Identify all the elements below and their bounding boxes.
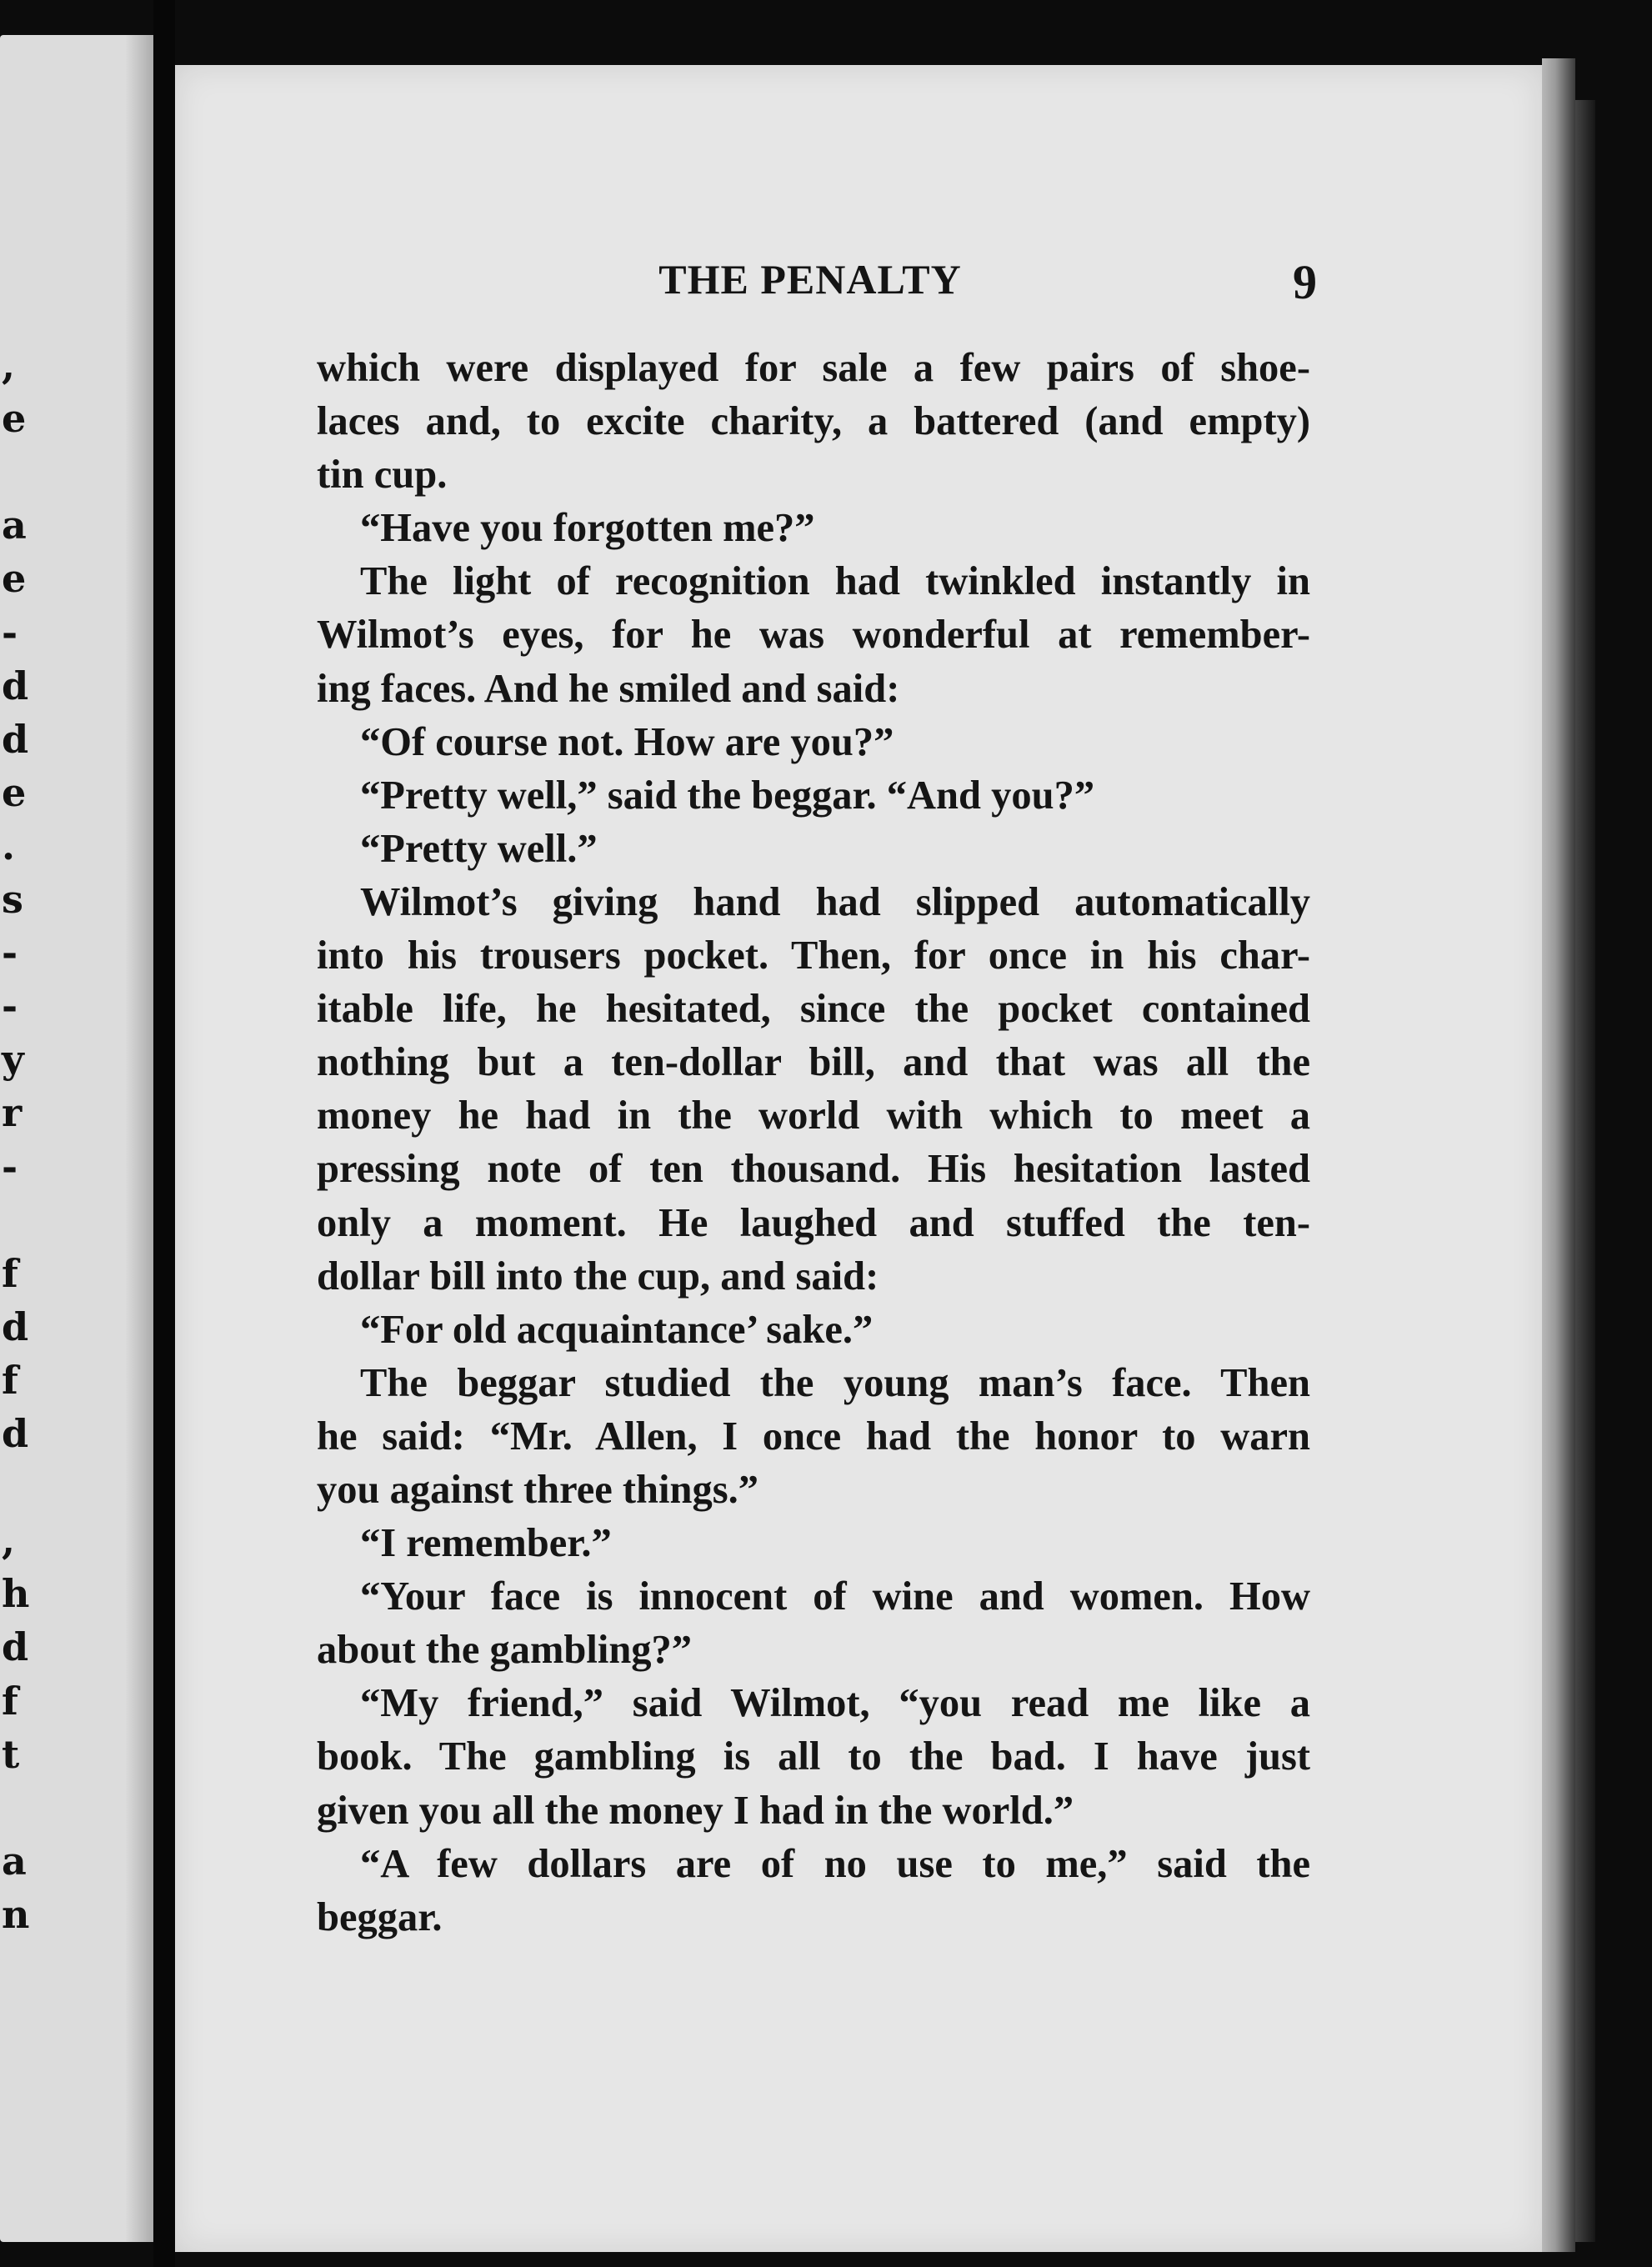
left-page-fragment: e xyxy=(2,556,27,602)
book-gutter xyxy=(153,0,175,2267)
text-line: “A few dollars are of no use to me,” said the xyxy=(360,1841,1310,1886)
left-page-fragment: , xyxy=(2,1518,16,1564)
text-line: dollar bill into the cup, and said: xyxy=(317,1254,879,1299)
left-page-fragment: e xyxy=(2,396,27,442)
left-page-fragment: , xyxy=(2,343,16,388)
left-page-fragment: s xyxy=(2,877,23,922)
text-line: ing faces. And he smiled and said: xyxy=(317,666,900,711)
text-line: Wilmot’s giving hand had slipped automatically xyxy=(360,879,1310,924)
text-line: “Pretty well.” xyxy=(360,826,598,871)
left-page-fragment: f xyxy=(2,1250,18,1296)
left-page-fragment: h xyxy=(2,1571,30,1617)
text-line: given you all the money I had in the world.” xyxy=(317,1788,1074,1833)
text-line: tin cup. xyxy=(317,453,448,498)
body-text xyxy=(317,342,1310,1944)
text-line: “Your face is innocent of wine and women. How xyxy=(360,1574,1310,1619)
left-page-fragment: d xyxy=(2,1304,29,1349)
text-line: “Pretty well,” said the beggar. “And you?” xyxy=(360,773,1095,818)
left-page-fragment: e xyxy=(2,769,27,815)
left-page-fragment: - xyxy=(2,983,18,1029)
left-page-fragment: y xyxy=(2,1037,24,1083)
left-page-fragment: a xyxy=(2,1838,27,1884)
left-page-fragment: - xyxy=(2,1144,18,1189)
text-line: “Have you forgotten me?” xyxy=(360,506,815,551)
text-line: beggar. xyxy=(317,1894,443,1939)
left-page-fragment: f xyxy=(2,1357,18,1403)
running-title: THE PENALTY xyxy=(658,256,962,303)
left-page-fragment: r xyxy=(2,1090,23,1136)
text-line: money he had in the world with which to meet a xyxy=(317,1093,1310,1139)
text-line: “I remember.” xyxy=(360,1521,612,1566)
left-page-fragment: d xyxy=(2,1411,29,1456)
text-line: nothing but a ten-dollar bill, and that was all the xyxy=(317,1040,1310,1085)
page-edge-stack xyxy=(1542,58,1575,2252)
text-line: laces and, to excite charity, a battered (and empty) xyxy=(317,399,1310,444)
left-page-fragment: a xyxy=(2,503,27,548)
left-page-fragment: t xyxy=(2,1731,20,1777)
text-line: you against three things.” xyxy=(317,1467,758,1512)
text-line: “Of course not. How are you?” xyxy=(360,719,894,764)
page-edge-shadow xyxy=(1575,100,1595,2242)
text-line: into his trousers pocket. Then, for once in his char- xyxy=(317,933,1310,978)
gutter-shadow xyxy=(125,35,153,2242)
text-line: about the gambling?” xyxy=(317,1628,693,1673)
left-page-fragment: f xyxy=(2,1678,18,1724)
text-line: “For old acquaintance’ sake.” xyxy=(360,1307,874,1352)
text-line: The beggar studied the young man’s face. Then xyxy=(360,1360,1310,1405)
text-line: Wilmot’s eyes, for he was wonderful at remember- xyxy=(317,613,1310,658)
text-line: only a moment. He laughed and stuffed the ten- xyxy=(317,1200,1310,1245)
text-line: book. The gambling is all to the bad. I have just xyxy=(317,1734,1310,1779)
left-page-fragment: - xyxy=(2,609,18,655)
left-page-fragment: . xyxy=(2,823,16,868)
left-page-fragment: - xyxy=(2,930,18,976)
text-line: itable life, he hesitated, since the pocket contained xyxy=(317,987,1310,1032)
page-number: 9 xyxy=(1293,255,1317,309)
text-line: which were displayed for sale a few pairs of shoe- xyxy=(317,346,1310,390)
text-line: pressing note of ten thousand. His hesitation lasted xyxy=(317,1147,1310,1192)
left-page-fragment: d xyxy=(2,663,29,708)
running-head xyxy=(317,242,1317,317)
text-line: The light of recognition had twinkled instantly in xyxy=(360,559,1310,604)
left-page-fragment: n xyxy=(2,1891,30,1937)
left-page-fragment: d xyxy=(2,1624,29,1670)
text-line: “My friend,” said Wilmot, “you read me like a xyxy=(360,1681,1310,1726)
left-page-fragment: d xyxy=(2,716,29,762)
text-line: he said: “Mr. Allen, I once had the honor to warn xyxy=(317,1414,1310,1459)
